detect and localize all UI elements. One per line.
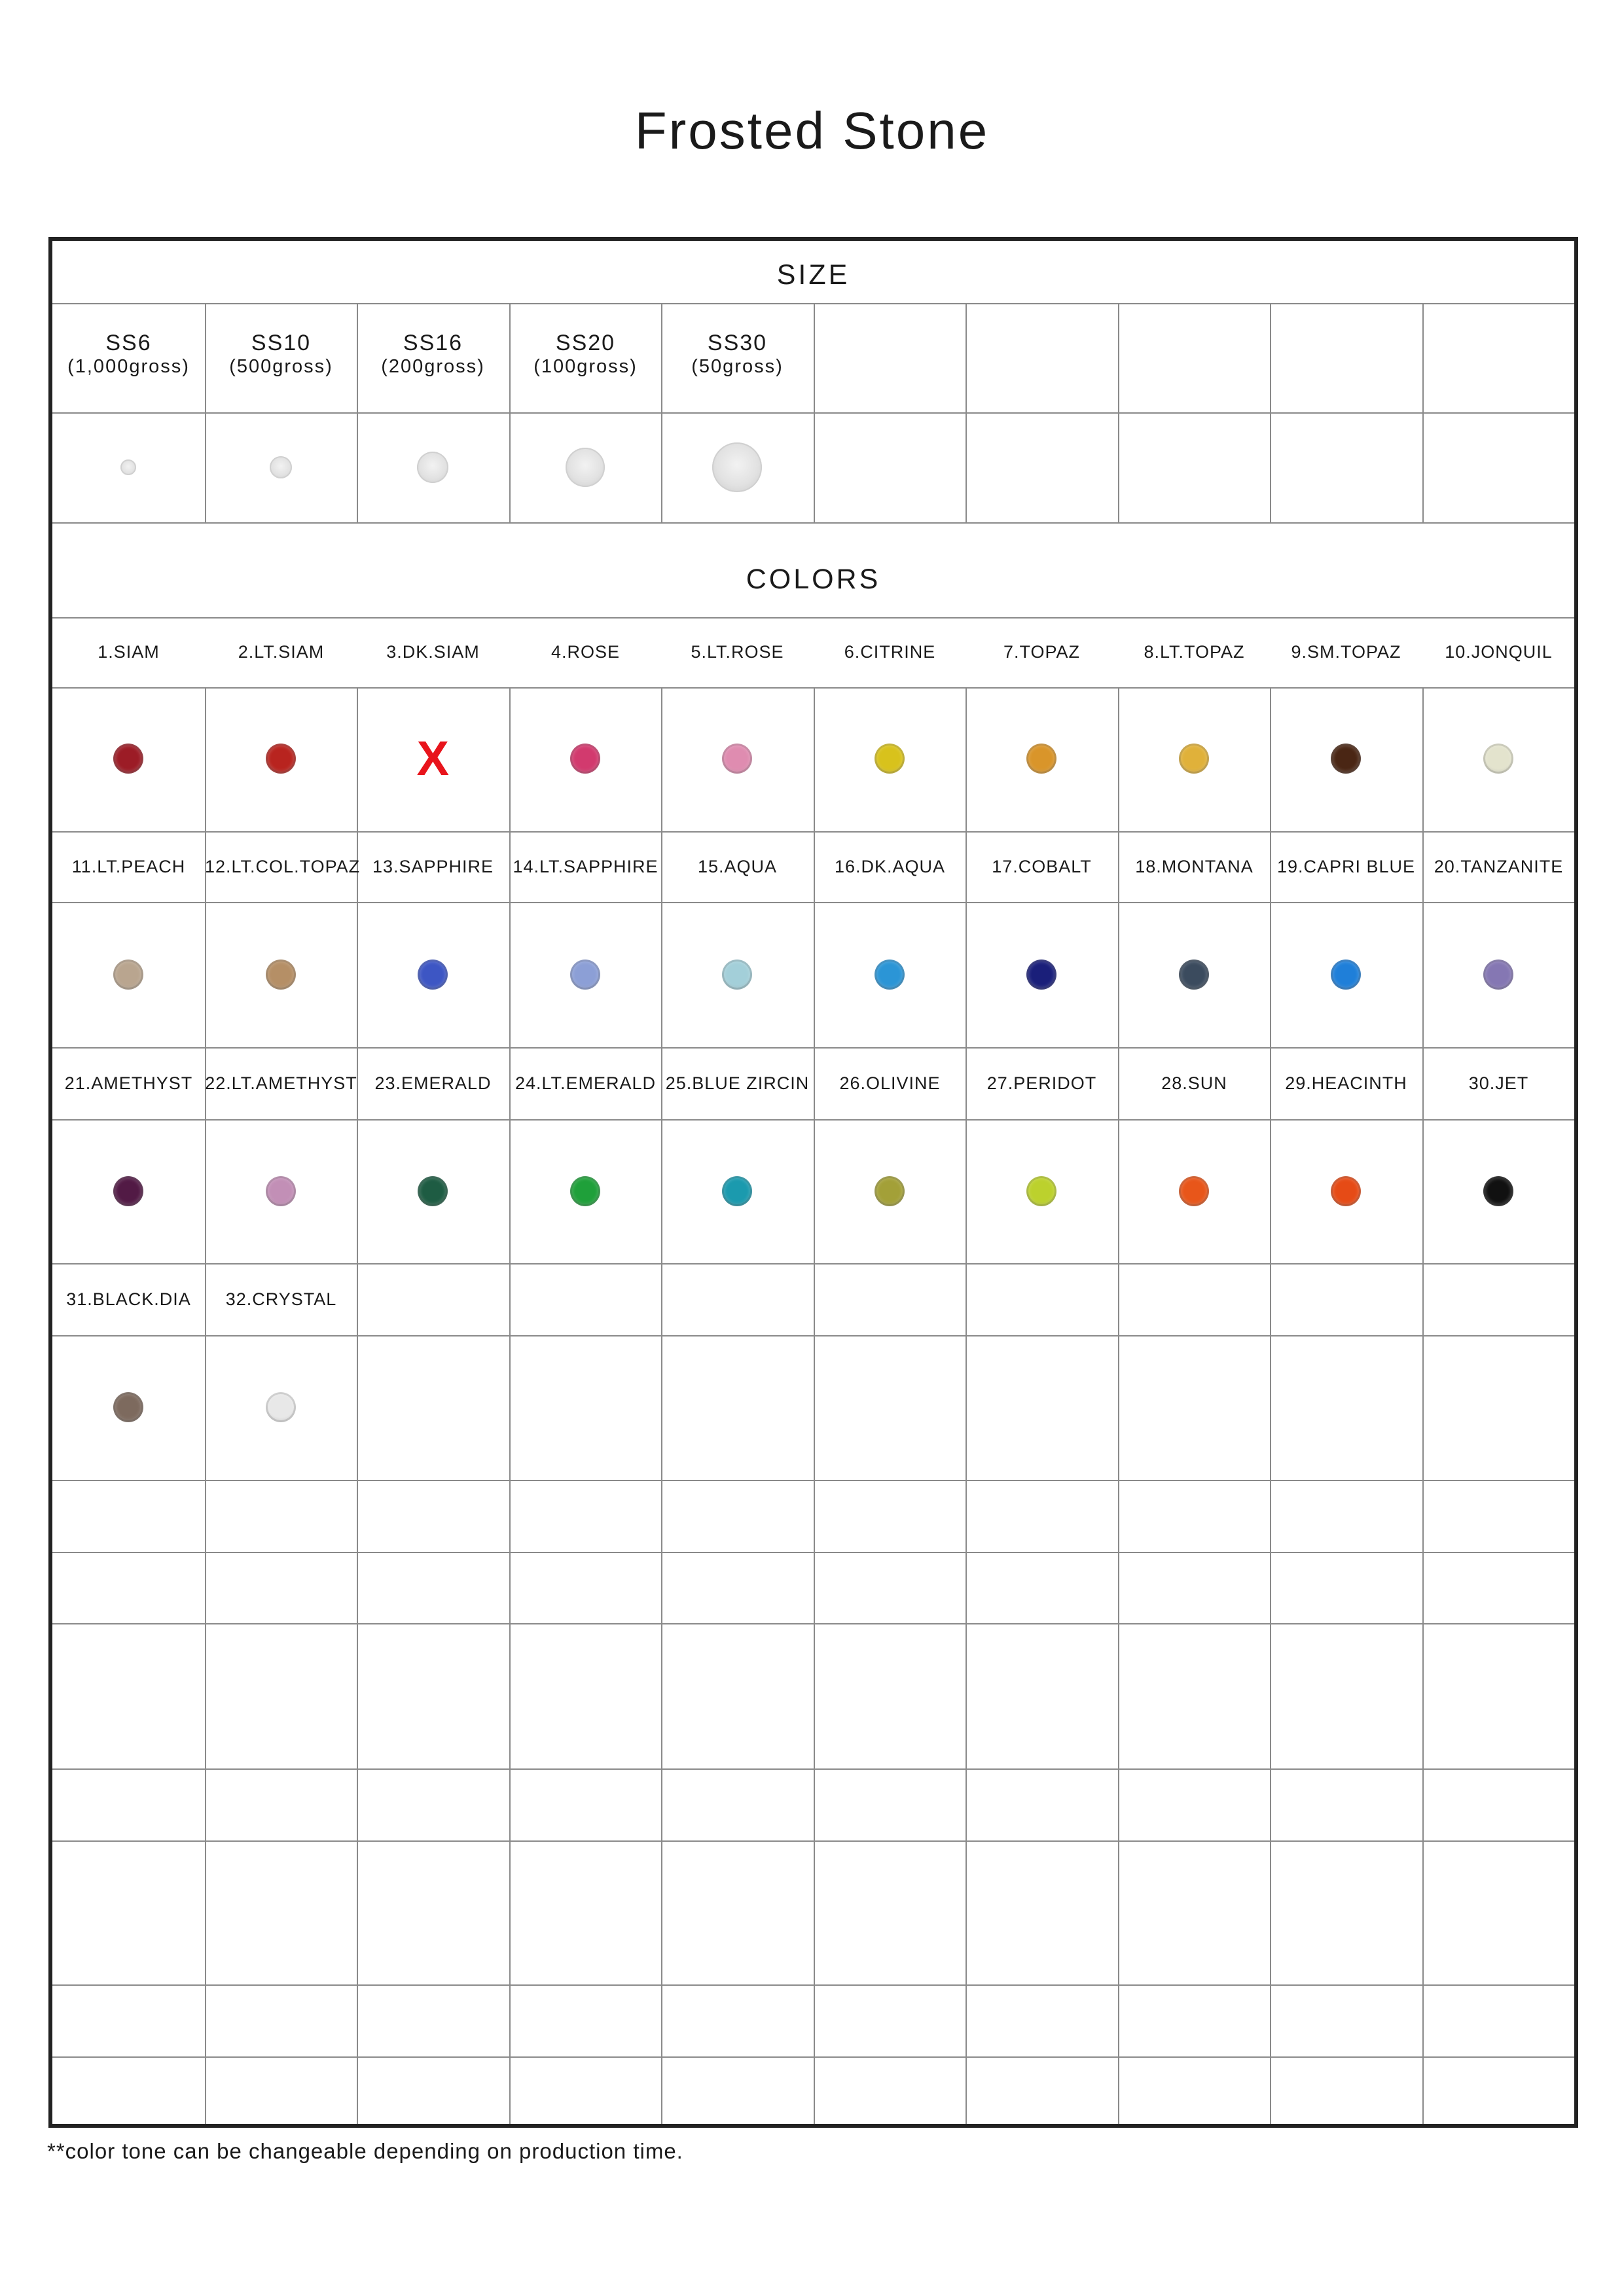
color-label: 26.OLIVINE [839, 1073, 941, 1093]
grid-line-vertical [205, 687, 206, 2128]
color-swatch [875, 744, 905, 774]
color-label: 8.LT.TOPAZ [1144, 642, 1245, 662]
color-label: 9.SM.TOPAZ [1291, 642, 1401, 662]
color-swatch [113, 1392, 143, 1422]
color-swatch [418, 1176, 448, 1206]
color-swatch [113, 744, 143, 774]
page-title: Frosted Stone [634, 101, 990, 160]
color-swatch [1331, 1176, 1361, 1206]
size-header-ss20 [509, 304, 662, 412]
color-label: 14.LT.SAPPHIRE [513, 857, 659, 876]
color-label: 24.LT.EMERALD [514, 1073, 657, 1093]
color-label: 7.TOPAZ [1003, 642, 1081, 662]
size-name: SS10 [251, 331, 312, 355]
color-swatch [1179, 1176, 1209, 1206]
color-swatch [1026, 744, 1056, 774]
size-header-ss10 [205, 304, 357, 412]
size-name: SS30 [707, 331, 768, 355]
color-swatch [570, 1176, 600, 1206]
color-label: 18.MONTANA [1135, 857, 1254, 876]
grid-line-vertical [1270, 687, 1271, 2128]
grid-line-vertical [661, 687, 662, 2128]
color-label: 5.LT.ROSE [691, 642, 784, 662]
color-swatch [1179, 960, 1209, 990]
color-swatch [1483, 744, 1513, 774]
color-swatch [1483, 960, 1513, 990]
size-gross-quantity: (200gross) [381, 356, 485, 377]
grid-line-vertical [1422, 303, 1424, 522]
size-header-ss30 [661, 304, 814, 412]
color-label: 20.TANZANITE [1434, 857, 1564, 876]
grid-line-horizontal [52, 522, 1574, 524]
size-gross-quantity: (50gross) [691, 356, 784, 377]
size-section-header: SIZE [776, 259, 850, 291]
color-label: 27.PERIDOT [986, 1073, 1097, 1093]
color-label: 2.LT.SIAM [238, 642, 325, 662]
grid-line-vertical [814, 303, 815, 522]
color-label: 15.AQUA [697, 857, 778, 876]
color-label: 11.LT.PEACH [71, 857, 186, 876]
color-swatch [266, 744, 296, 774]
color-swatch [570, 744, 600, 774]
color-label: 1.SIAM [98, 642, 160, 662]
grid-line-vertical [1422, 687, 1424, 2128]
color-swatch [418, 960, 448, 990]
size-stone-ss20 [566, 448, 605, 487]
footnote: **color tone can be changeable depending on production time. [47, 2139, 683, 2163]
color-label: 6.CITRINE [844, 642, 936, 662]
color-swatch [875, 960, 905, 990]
color-label: 16.DK.AQUA [834, 857, 946, 876]
color-swatch [722, 1176, 752, 1206]
size-gross-quantity: (100gross) [533, 356, 638, 377]
color-swatch [266, 1392, 296, 1422]
color-swatch [1026, 960, 1056, 990]
color-label: 3.DK.SIAM [386, 642, 480, 662]
color-label: 28.SUN [1161, 1073, 1227, 1093]
chart-table [48, 237, 1578, 2128]
size-stone-ss16 [417, 452, 448, 483]
color-swatch [113, 960, 143, 990]
color-swatch [1026, 1176, 1056, 1206]
color-label: 17.COBALT [992, 857, 1092, 876]
grid-line-vertical [1270, 303, 1271, 522]
color-swatch [875, 1176, 905, 1206]
size-stone-ss6 [120, 459, 136, 475]
grid-line-vertical [814, 687, 815, 2128]
size-gross-quantity: (500gross) [229, 356, 333, 377]
color-label: 23.EMERALD [374, 1073, 492, 1093]
size-header-ss16 [357, 304, 509, 412]
color-swatch [722, 960, 752, 990]
grid-line-vertical [1118, 687, 1119, 2128]
color-swatch [113, 1176, 143, 1206]
color-swatch [1179, 744, 1209, 774]
color-label: 31.BLACK.DIA [66, 1289, 191, 1309]
color-label: 12.LT.COL.TOPAZ [205, 857, 361, 876]
color-swatch [266, 1176, 296, 1206]
grid-line-vertical [965, 687, 967, 2128]
color-label: 32.CRYSTAL [225, 1289, 337, 1309]
unavailable-x-mark: X [416, 731, 449, 785]
size-header-ss6 [52, 304, 205, 412]
color-label: 30.JET [1468, 1073, 1529, 1093]
color-label: 13.SAPPHIRE [372, 857, 494, 876]
color-label: 22.LT.AMETHYST [205, 1073, 357, 1093]
size-stone-ss10 [270, 456, 292, 478]
color-swatch [1331, 960, 1361, 990]
color-label: 25.BLUE ZIRCIN [665, 1073, 810, 1093]
size-name: SS6 [105, 331, 152, 355]
color-label: 4.ROSE [550, 642, 621, 662]
size-stone-ss30 [712, 442, 762, 492]
grid-line-vertical [1118, 303, 1119, 522]
colors-section-header: COLORS [746, 564, 881, 595]
color-label: 19.CAPRI BLUE [1276, 857, 1416, 876]
color-label: 10.JONQUIL [1445, 642, 1553, 662]
grid-line-vertical [965, 303, 967, 522]
color-label: 29.HEACINTH [1285, 1073, 1407, 1093]
size-name: SS16 [403, 331, 463, 355]
grid-line-vertical [357, 687, 358, 2128]
grid-line-vertical [509, 687, 511, 2128]
color-swatch [1331, 744, 1361, 774]
color-swatch [570, 960, 600, 990]
size-gross-quantity: (1,000gross) [67, 356, 190, 377]
size-name: SS20 [555, 331, 616, 355]
color-swatch [266, 960, 296, 990]
color-swatch [1483, 1176, 1513, 1206]
color-swatch [722, 744, 752, 774]
color-label: 21.AMETHYST [64, 1073, 193, 1093]
